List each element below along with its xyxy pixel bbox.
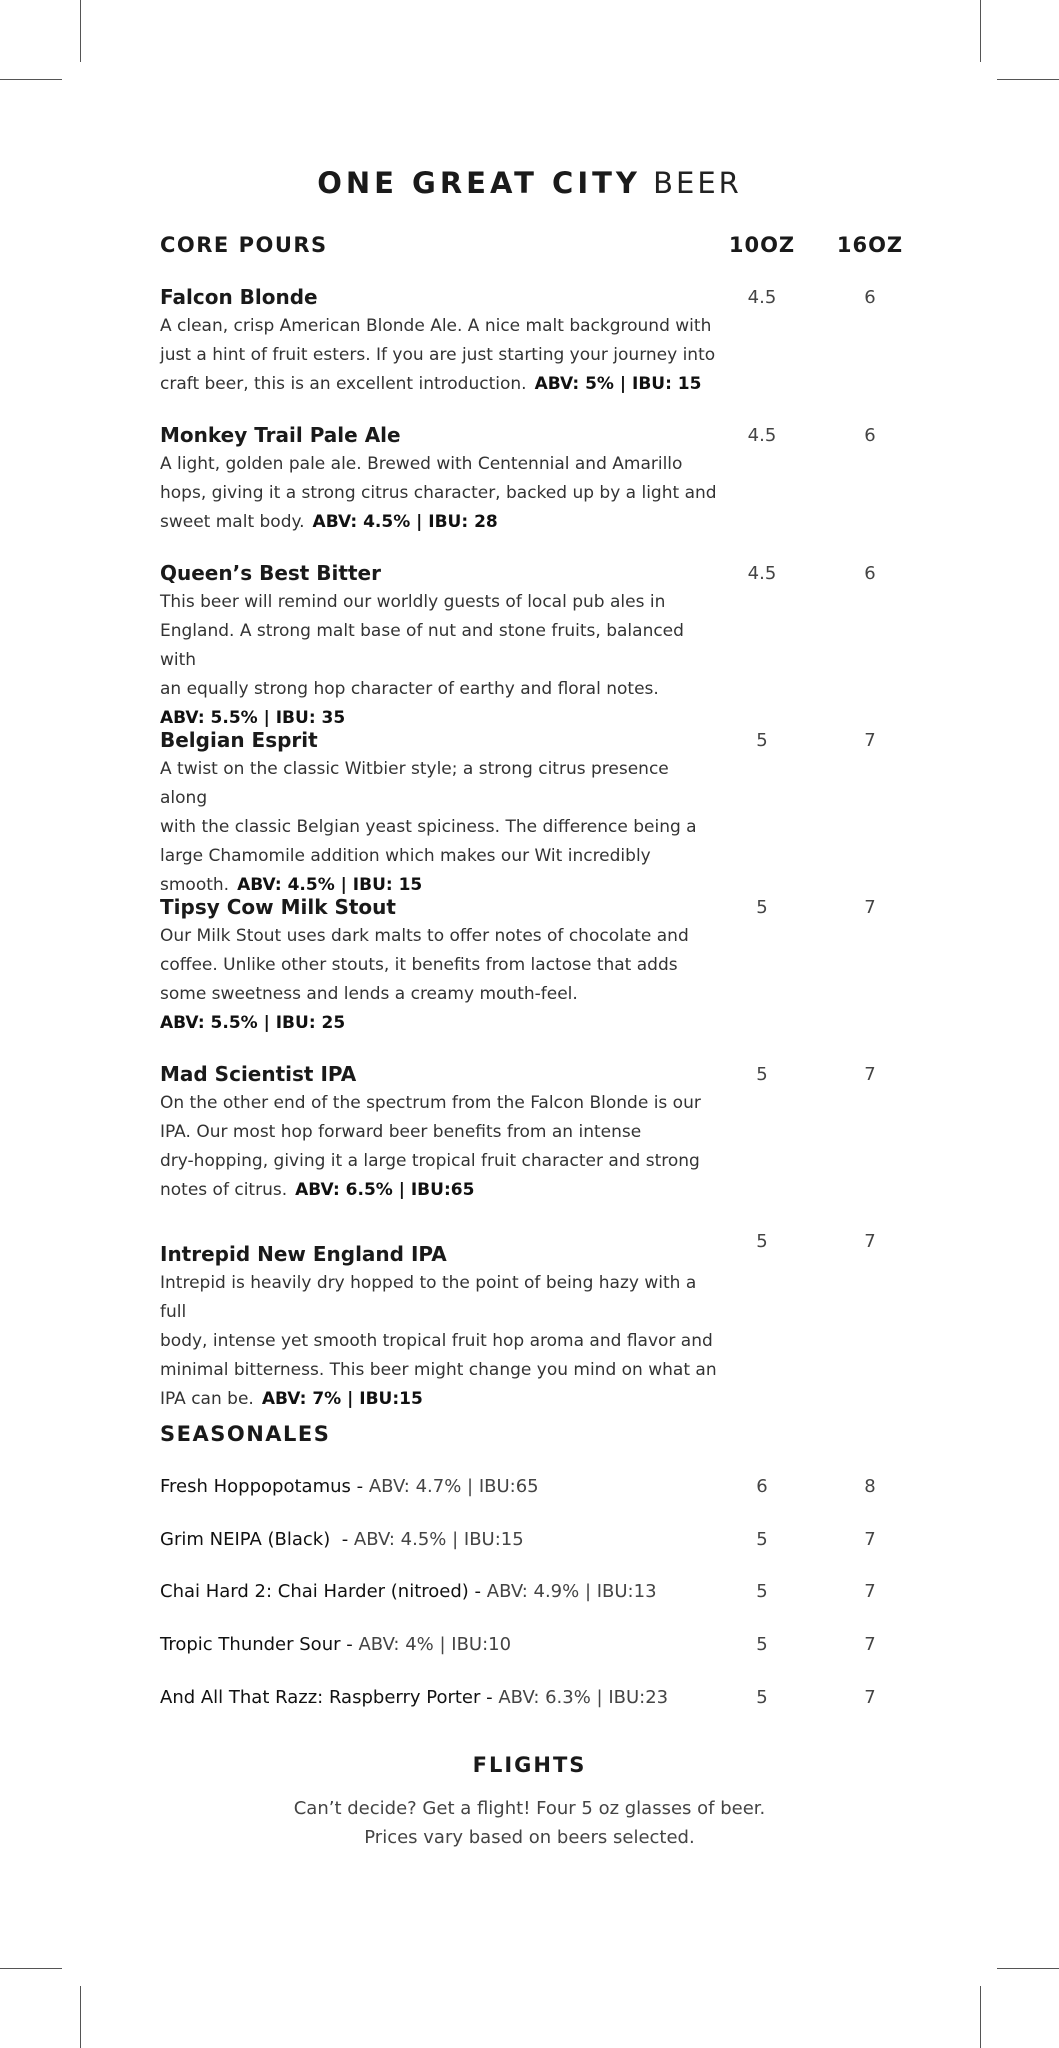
beer-description [160, 1089, 720, 1205]
seasonal-item [160, 1684, 720, 1712]
beer-item [160, 893, 720, 1038]
page-title-brand: ONE GREAT CITY [317, 166, 641, 200]
beer-stats: ABV: 4.5% | IBU: 28 [312, 512, 498, 532]
beer-description-line: some sweetness and lends a creamy mouth-feel. [160, 984, 578, 1004]
beer-description [160, 450, 720, 537]
beer-name: Mad Scientist IPA [160, 1062, 357, 1086]
price-16oz: 6 [864, 563, 876, 584]
crop-mark [0, 1968, 62, 1969]
beer-description-line: England. A strong malt base of nut and stone fruits, balanced with [160, 621, 684, 670]
price-16oz: 6 [864, 287, 876, 308]
price-10oz: 5 [756, 1687, 768, 1708]
price-16oz: 7 [864, 897, 876, 918]
beer-description-line: On the other end of the spectrum from the Falcon Blonde is our [160, 1093, 701, 1113]
crop-mark [997, 1968, 1059, 1969]
beer-item [160, 421, 720, 537]
price-10oz: 5 [756, 1529, 768, 1550]
beer-description [160, 312, 720, 399]
beer-description-line: dry-hopping, giving it a large tropical fruit character and strong [160, 1151, 700, 1171]
seasonal-name: Fresh Hoppopotamus [160, 1476, 351, 1497]
price-16oz: 7 [864, 1581, 876, 1602]
beer-description-line: hops, giving it a strong citrus character, backed up by a light and [160, 483, 717, 503]
seasonal-name: Chai Hard 2: Chai Harder (nitroed) [160, 1581, 469, 1602]
beer-name: Monkey Trail Pale Ale [160, 423, 401, 447]
seasonal-stats: ABV: 4% | IBU:10 [358, 1634, 512, 1655]
seasonal-separator: - [340, 1634, 359, 1655]
seasonal-stats: ABV: 6.3% | IBU:23 [498, 1687, 669, 1708]
beer-description-line: just a hint of fruit esters. If you are just starting your journey into [160, 345, 716, 365]
seasonal-item [160, 1631, 720, 1659]
beer-description-line: smooth. [160, 875, 230, 895]
price-16oz: 7 [864, 730, 876, 751]
price-10oz: 4.5 [747, 563, 777, 584]
beer-description [160, 588, 720, 733]
beer-stats: ABV: 5.5% | IBU: 35 [160, 708, 346, 728]
price-10oz: 6 [756, 1476, 768, 1497]
seasonal-stats: ABV: 4.9% | IBU:13 [486, 1581, 657, 1602]
beer-item [160, 726, 720, 900]
seasonal-separator: - [468, 1581, 487, 1602]
beer-description-line: notes of citrus. [160, 1180, 288, 1200]
beer-stats: ABV: 5.5% | IBU: 25 [160, 1013, 346, 1033]
seasonal-name: And All That Razz: Raspberry Porter [160, 1687, 481, 1708]
beer-name: Falcon Blonde [160, 285, 318, 309]
price-10oz: 5 [756, 730, 768, 751]
beer-name: Belgian Esprit [160, 728, 318, 752]
beer-name: Tipsy Cow Milk Stout [160, 895, 396, 919]
crop-mark [980, 1986, 981, 2048]
beer-description-line: large Chamomile addition which makes our Wit incredibly [160, 846, 651, 866]
beer-description-line: IPA can be. [160, 1389, 254, 1409]
crop-mark [997, 79, 1059, 80]
price-16oz: 7 [864, 1634, 876, 1655]
beer-name: Intrepid New England IPA [160, 1242, 447, 1266]
price-10oz: 5 [756, 1634, 768, 1655]
beer-description-line: A clean, crisp American Blonde Ale. A nice malt background with [160, 316, 712, 336]
price-16oz: 7 [864, 1064, 876, 1085]
beer-description-line: This beer will remind our worldly guests of local pub ales in [160, 592, 666, 612]
beer-description [160, 1269, 720, 1414]
beer-description-line: Our Milk Stout uses dark malts to offer notes of chocolate and [160, 926, 689, 946]
seasonal-item [160, 1473, 720, 1501]
beer-description [160, 755, 720, 900]
beer-item [160, 1060, 720, 1205]
beer-stats: ABV: 4.5% | IBU: 15 [237, 875, 423, 895]
beer-description-line: an equally strong hop character of earthy and floral notes. [160, 679, 659, 699]
seasonal-separator: - [330, 1529, 354, 1550]
beer-item [160, 1240, 720, 1414]
seasonal-separator: - [480, 1687, 499, 1708]
price-16oz: 7 [864, 1529, 876, 1550]
price-10oz: 5 [756, 897, 768, 918]
price-10oz: 5 [756, 1581, 768, 1602]
flights-description-line: Can’t decide? Get a flight! Four 5 oz glasses of beer. [293, 1798, 766, 1819]
seasonal-item [160, 1526, 720, 1554]
page-title [0, 163, 1059, 203]
price-10oz: 5 [756, 1231, 768, 1252]
flights-description-line: Prices vary based on beers selected. [364, 1827, 695, 1848]
beer-description-line: Intrepid is heavily dry hopped to the point of being hazy with a full [160, 1273, 697, 1322]
beer-description-line: IPA. Our most hop forward beer benefits from an intense [160, 1122, 642, 1142]
crop-mark [80, 0, 81, 62]
beer-stats: ABV: 5% | IBU: 15 [534, 374, 702, 394]
beer-stats: ABV: 6.5% | IBU:65 [295, 1180, 475, 1200]
beer-description [160, 922, 720, 1038]
beer-stats: ABV: 7% | IBU:15 [261, 1389, 423, 1409]
beer-name: Queen’s Best Bitter [160, 561, 381, 585]
crop-mark [0, 79, 62, 80]
price-10oz: 5 [756, 1064, 768, 1085]
column-16oz-heading: 16OZ [836, 233, 904, 257]
beer-description-line: body, intense yet smooth tropical fruit hop aroma and flavor and [160, 1331, 713, 1351]
price-10oz: 4.5 [747, 287, 777, 308]
beer-description-line: with the classic Belgian yeast spiciness. The difference being a [160, 817, 697, 837]
price-16oz: 8 [864, 1476, 876, 1497]
beer-description-line: minimal bitterness. This beer might change you mind on what an [160, 1360, 717, 1380]
crop-mark [80, 1986, 81, 2048]
price-16oz: 7 [864, 1687, 876, 1708]
beer-description-line: A light, golden pale ale. Brewed with Centennial and Amarillo [160, 454, 683, 474]
seasonal-item [160, 1578, 720, 1606]
core-pours-heading: CORE POURS [160, 233, 328, 257]
price-10oz: 4.5 [747, 425, 777, 446]
page-title-suffix: BEER [653, 166, 742, 200]
price-16oz: 6 [864, 425, 876, 446]
beer-item [160, 559, 720, 733]
seasonal-stats: ABV: 4.5% | IBU:15 [353, 1529, 524, 1550]
beer-item [160, 283, 720, 399]
seasonales-heading: SEASONALES [160, 1422, 331, 1446]
seasonal-separator: - [350, 1476, 369, 1497]
seasonal-stats: ABV: 4.7% | IBU:65 [368, 1476, 539, 1497]
column-10oz-heading: 10OZ [728, 233, 796, 257]
beer-description-line: craft beer, this is an excellent introduction. [160, 374, 527, 394]
beer-description-line: coffee. Unlike other stouts, it benefits from lactose that adds [160, 955, 678, 975]
seasonal-name: Grim NEIPA (Black) [160, 1529, 331, 1550]
crop-mark [980, 0, 981, 62]
beer-description-line: A twist on the classic Witbier style; a strong citrus presence along [160, 759, 669, 808]
flights-heading: FLIGHTS [472, 1753, 587, 1777]
seasonal-name: Tropic Thunder Sour [160, 1634, 341, 1655]
beer-description-line: sweet malt body. [160, 512, 305, 532]
price-16oz: 7 [864, 1231, 876, 1252]
